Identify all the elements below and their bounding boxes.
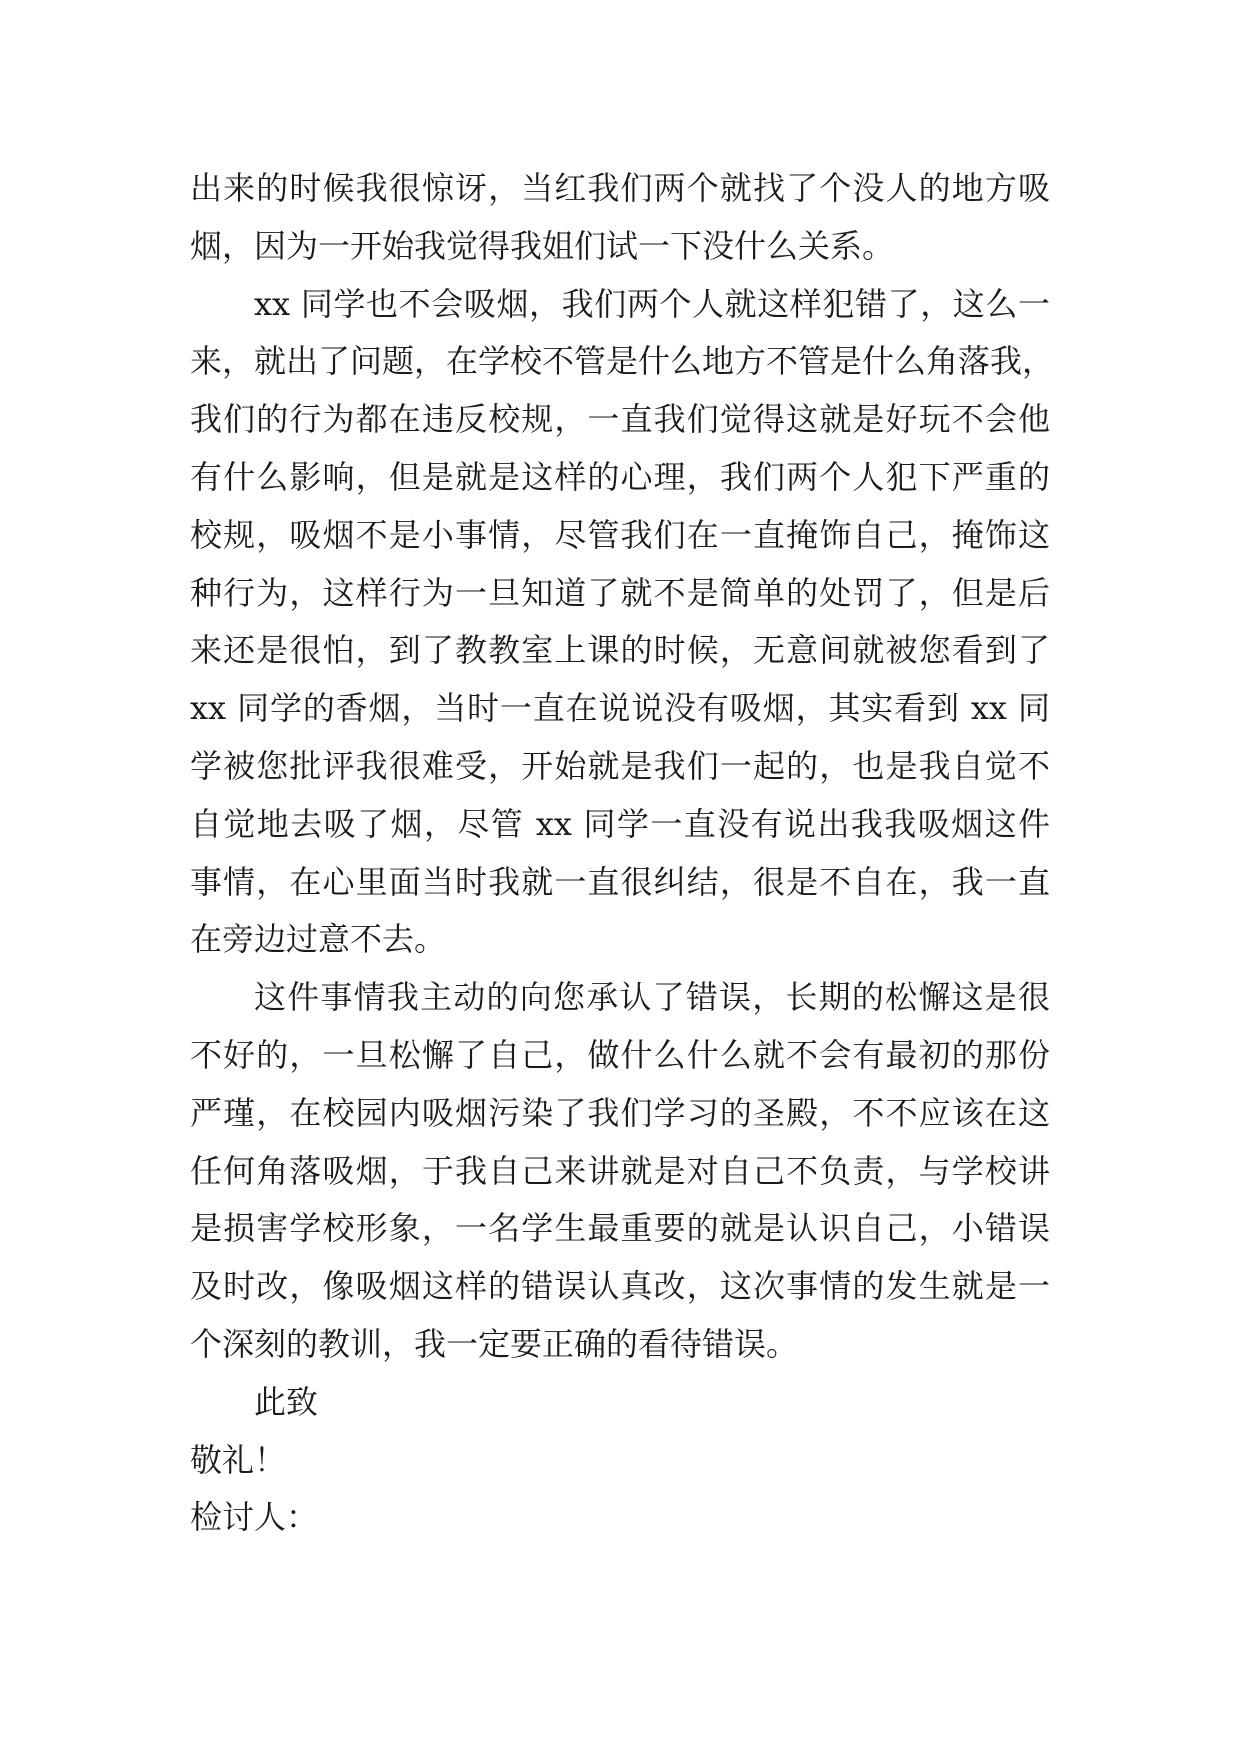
paragraph-3-line: 任何角落吸烟，于我自己来讲就是对自己不负责，与学校讲 xyxy=(190,1151,1050,1190)
paragraph-3-line: 严瑾，在校园内吸烟污染了我们学习的圣殿，不不应该在这 xyxy=(190,1093,1050,1132)
paragraph-3-line: 及时改，像吸烟这样的错误认真改，这次事情的发生就是一 xyxy=(190,1267,1050,1306)
paragraph-2-line: 我们的行为都在违反校规，一直我们觉得这就是好玩不会他 xyxy=(190,400,1050,439)
paragraph-2-line: xx 同学的香烟，当时一直在说说没有吸烟，其实看到 xx 同 xyxy=(190,689,1050,728)
paragraph-1-line: 烟，因为一开始我觉得我姐们试一下没什么关系。 xyxy=(190,226,895,265)
paragraph-2-line: 在旁边过意不去。 xyxy=(190,920,447,959)
paragraph-2-line: 来还是很怕，到了教教室上课的时候，无意间就被您看到了 xyxy=(190,631,1050,670)
closing-salutation: 此致 xyxy=(254,1382,319,1421)
paragraph-3-line: 个深刻的教训，我一定要正确的看待错误。 xyxy=(190,1324,799,1363)
paragraph-2-line: 有什么影响，但是就是这样的心理，我们两个人犯下严重的 xyxy=(190,457,1050,496)
closing-regards: 敬礼！ xyxy=(190,1440,287,1479)
letter-body xyxy=(190,160,1055,1547)
paragraph-2-line: 校规，吸烟不是小事情，尽管我们在一直掩饰自己，掩饰这 xyxy=(190,515,1050,554)
paragraph-3-line: 这件事情我主动的向您承认了错误，长期的松懈这是很 xyxy=(254,978,1050,1017)
paragraph-1-line: 出来的时候我很惊讶，当红我们两个就找了个没人的地方吸 xyxy=(190,169,1050,207)
paragraph-3-line: 不好的，一旦松懈了自己，做什么什么就不会有最初的那份 xyxy=(190,1035,1050,1074)
paragraph-2-line: 事情，在心里面当时我就一直很纠结，很是不自在，我一直 xyxy=(190,862,1050,901)
paragraph-2-line: 来，就出了问题，在学校不管是什么地方不管是什么角落我， xyxy=(190,342,1055,381)
paragraph-3-line: 是损害学校形象，一名学生最重要的就是认识自己，小错误 xyxy=(190,1209,1050,1248)
paragraph-2-line: 种行为，这样行为一旦知道了就不是简单的处罚了，但是后 xyxy=(190,573,1050,612)
paragraph-2-line: 自觉地去吸了烟，尽管 xx 同学一直没有说出我我吸烟这件 xyxy=(190,804,1050,843)
signature-label: 检讨人： xyxy=(190,1498,319,1537)
paragraph-2-line: 学被您批评我很难受，开始就是我们一起的，也是我自觉不 xyxy=(190,746,1050,785)
paragraph-2-line: xx 同学也不会吸烟，我们两个人就这样犯错了，这么一 xyxy=(254,284,1050,323)
